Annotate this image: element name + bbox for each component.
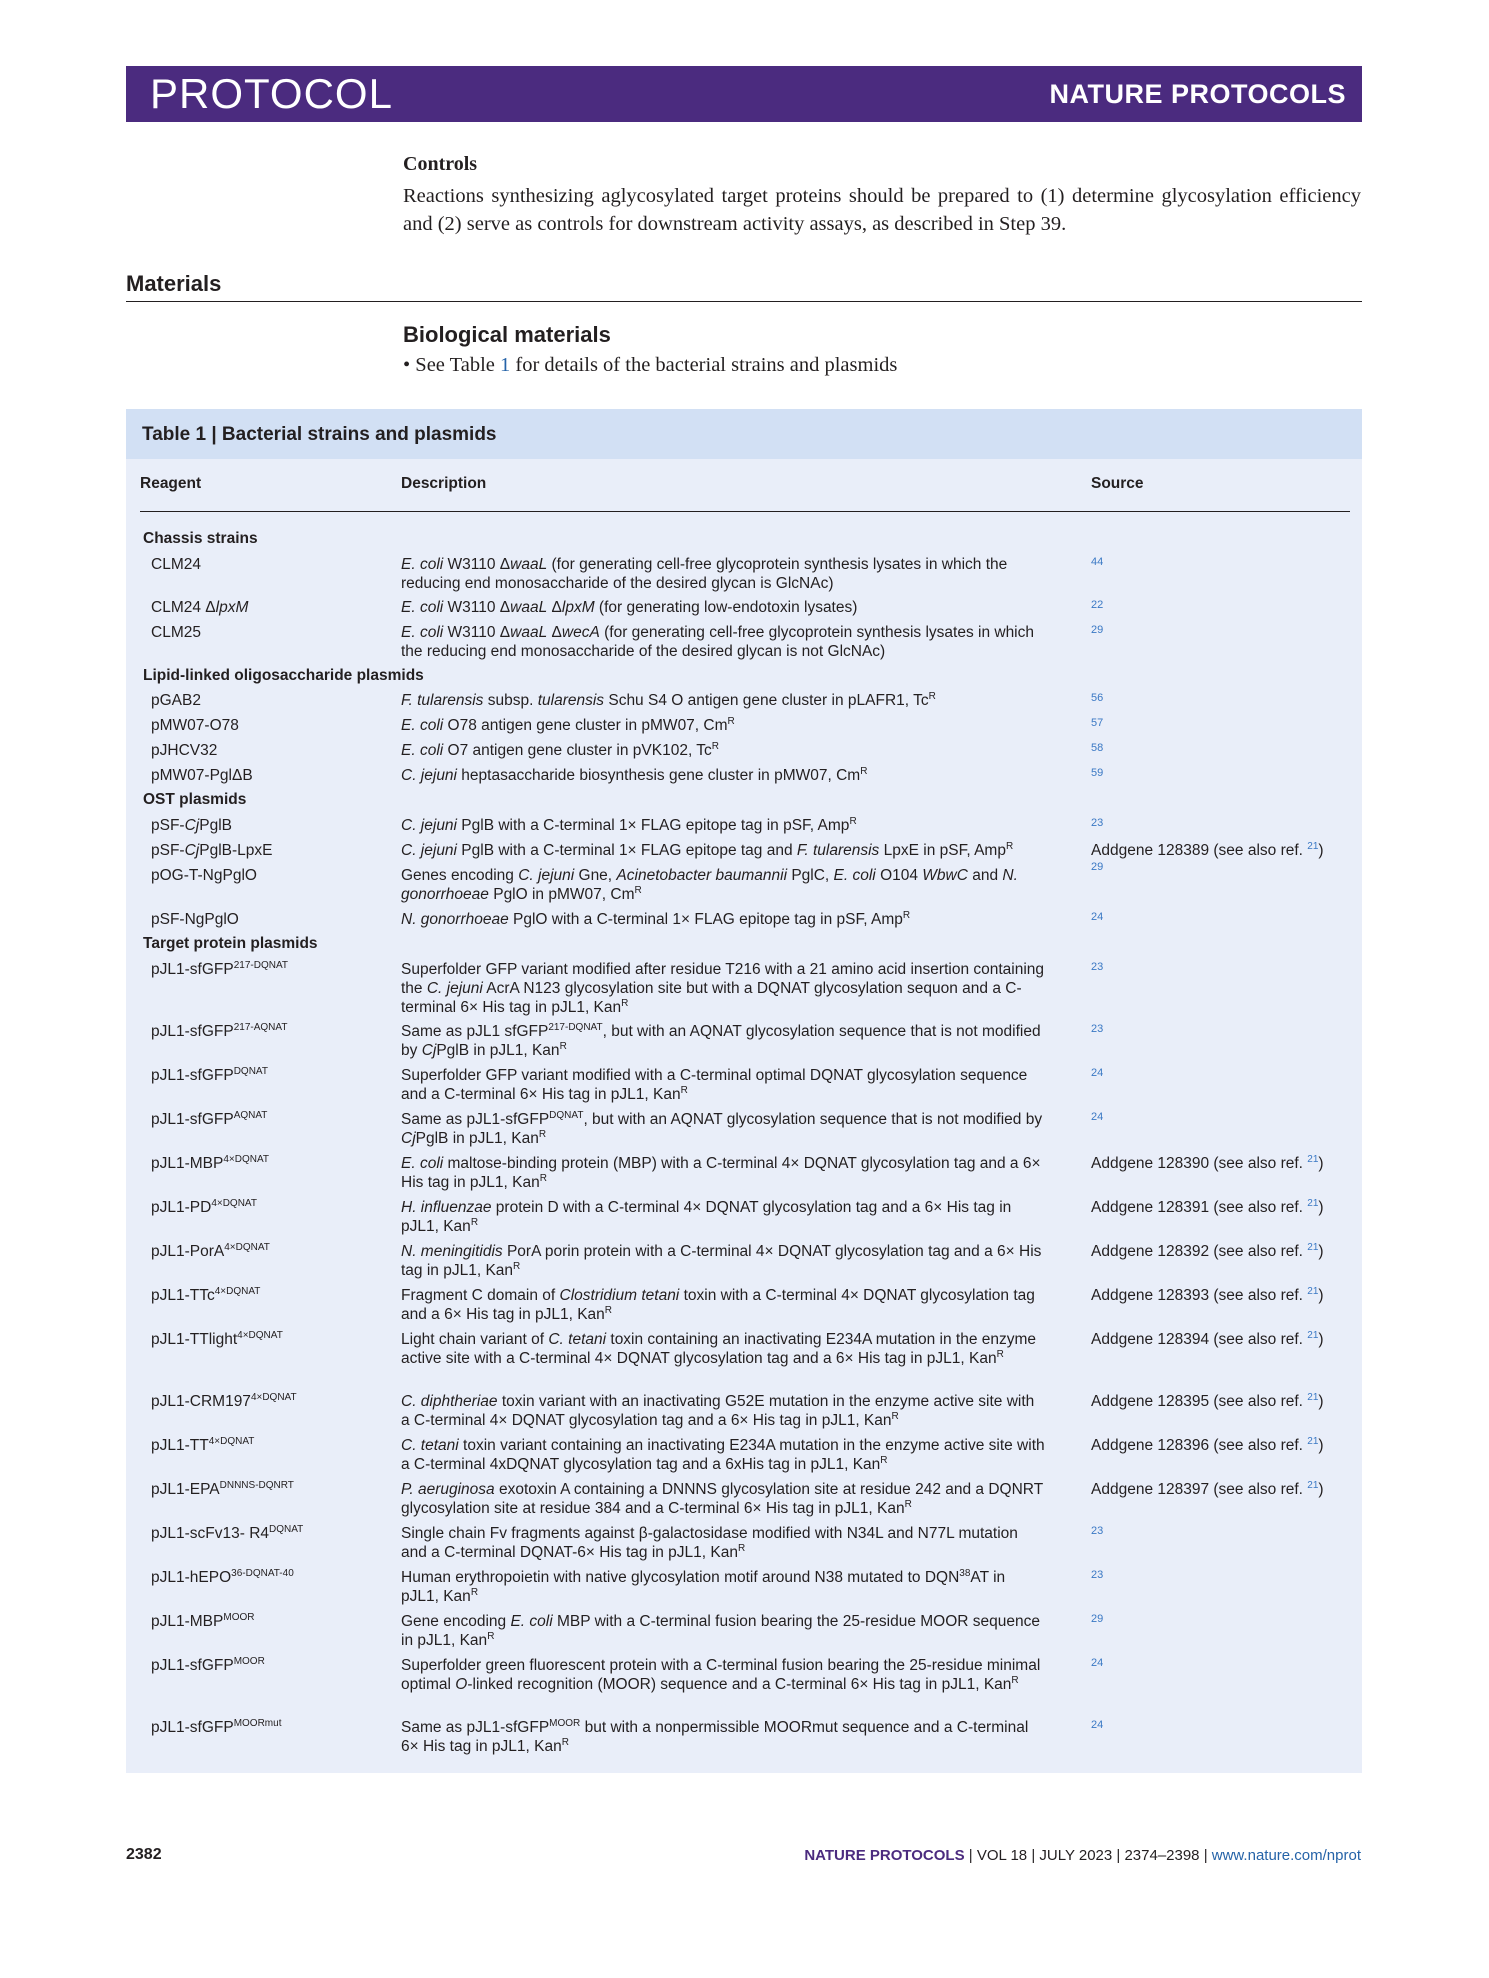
controls-heading: Controls (403, 153, 478, 175)
col-description: Description (401, 475, 487, 492)
footer-citation: NATURE PROTOCOLS | VOL 18 | JULY 2023 | 2374–2398 | www.nature.com/nprot (804, 1847, 1361, 1864)
materials-heading: Materials (126, 271, 222, 296)
header-banner (126, 66, 1362, 122)
journal-name: NATURE PROTOCOLS (1049, 79, 1346, 109)
biological-materials (403, 322, 897, 377)
controls-text: Reactions synthesizing aglycosylated target proteins should be prepared to (1) determine glycosylation efficiency and (2) serve as controls for downstream activity assays, as described in Step 39. (403, 185, 1361, 235)
journal-url-link[interactable]: www.nature.com/nprot (1211, 1847, 1361, 1864)
table-caption: Table 1 | Bacterial strains and plasmids (126, 409, 1362, 459)
section-target: Target protein plasmids (143, 935, 318, 952)
header-section-label: PROTOCOL (150, 70, 393, 117)
materials-heading-bar (126, 271, 1362, 302)
section-chassis: Chassis strains (143, 530, 258, 547)
header-rule (140, 511, 1350, 512)
table-ref-link[interactable]: 1 (500, 354, 511, 376)
section-ost: OST plasmids (143, 791, 247, 808)
controls-section (403, 153, 1361, 238)
bio-heading: Biological materials (403, 322, 611, 347)
bio-bullet: • See Table 1 for details of the bacterial strains and plasmids (403, 354, 898, 376)
section-llo: Lipid-linked oligosaccharide plasmids (143, 667, 424, 684)
col-reagent: Reagent (140, 475, 202, 492)
page-number: 2382 (126, 1846, 162, 1863)
col-source: Source (1091, 475, 1144, 492)
